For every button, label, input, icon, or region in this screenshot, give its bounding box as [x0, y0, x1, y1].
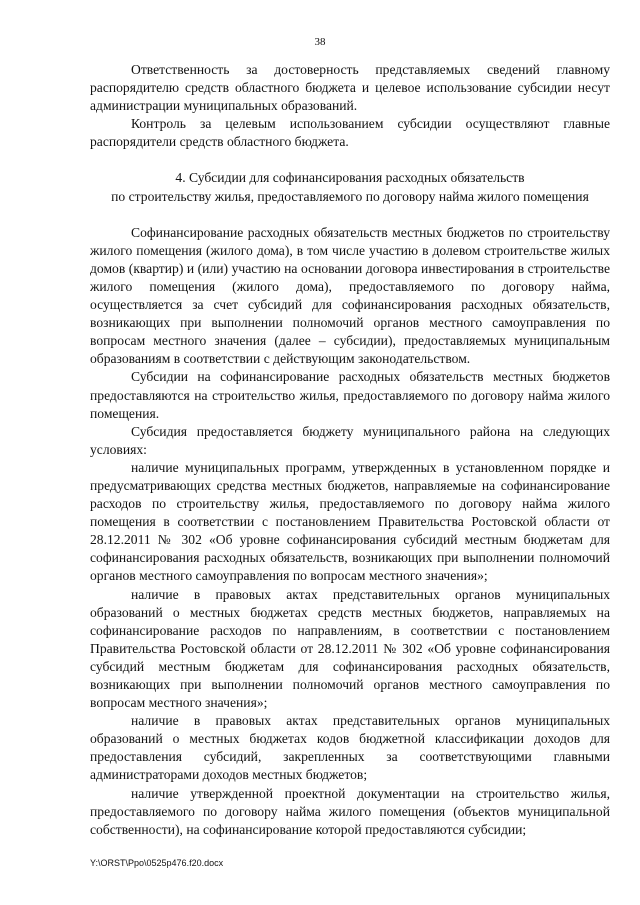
paragraph-condition-project-docs: наличие утвержденной проектной документации на строительство жилья, предоставляемого по договору найма жилого помещения (объектов муниципальной собственности), на софинансирование которой предоставляются субсидии; — [90, 785, 610, 837]
paragraph-responsibility: Ответственность за достоверность представляемых сведений главному распорядителю средств областного бюджета и целевое использование субсидии несут администрации муниципальных образований. — [90, 62, 610, 114]
paragraph-cofinancing: Софинансирование расходных обязательств местных бюджетов по строительству жилого помещения (жилого дома), в том числе участию в долевом строительстве жилых домов (квартир) и (или) участию на основании договора инвестирования в строительстве жилого помещения (жилого дома), предоставляемого по договору найма, осуществляется за счет субсидий для софинансирования расходных обязательств, возникающих при выполнении полномочий органов местного самоуправления по вопросам местного значения (далее – субсидии), предоставляемых муниципальным образованиям в соответствии с действующим законодательством. — [90, 224, 610, 367]
paragraph-condition-programs: наличие муниципальных программ, утвержденных в установленном порядке и предусматривающих средства местных бюджетов, направляемые на софинансирование расходов по строительству жилья, предоставляемого по договору найма жилого помещения в соответствии с постановлением Правительства Ростовской области от 28.12.2011 № 302 «Об уровне софинансирования субсидий местным бюджетам для софинансирования расходных обязательств, возникающих при выполнении полномочий органов местного самоуправления по вопросам местного значения»; — [90, 459, 610, 584]
section-heading-line-1: 4. Субсидии для софинансирования расходных обязательств — [175, 170, 525, 186]
paragraph-conditions-intro: Субсидия предоставляется бюджету муниципального района на следующих условиях: — [90, 423, 610, 457]
paragraph-condition-budget-funds: наличие в правовых актах представительных органов муниципальных образований о местных бюджетах средств местных бюджетов, направляемых на софинансирование расходов по направлениям, в соответствии с постановлением Правительства Ростовской области от 28.12.2011 № 302 «Об уровне софинансирования субсидий местным бюджетам для софинансирования расходных обязательств, возникающих при выполнении полномочий органов местного самоуправления по вопросам местного значения»; — [90, 586, 610, 711]
section-heading-line-2: по строительству жилья, предоставляемого по договору найма жилого помещения — [111, 188, 589, 204]
document-body — [90, 61, 610, 839]
paragraph-subsidies-provided: Субсидии на софинансирование расходных обязательств местных бюджетов предоставляются на строительство жилья, предоставляемого по договору найма жилого помещения. — [90, 369, 610, 421]
paragraph-condition-budget-codes: наличие в правовых актах представительных органов муниципальных образований о местных бюджетах кодов бюджетной классификации доходов для предоставления субсидий, закрепленных за соответствующими главными администраторами доходов местных бюджетов; — [90, 713, 610, 783]
paragraph-control: Контроль за целевым использованием субсидии осуществляют главные распорядители средств областного бюджета. — [90, 116, 610, 150]
footer-file-path: Y:\ORST\Ppo\0525p476.f20.docx — [90, 858, 224, 868]
section-heading — [90, 169, 610, 205]
page-number: 38 — [314, 36, 326, 48]
